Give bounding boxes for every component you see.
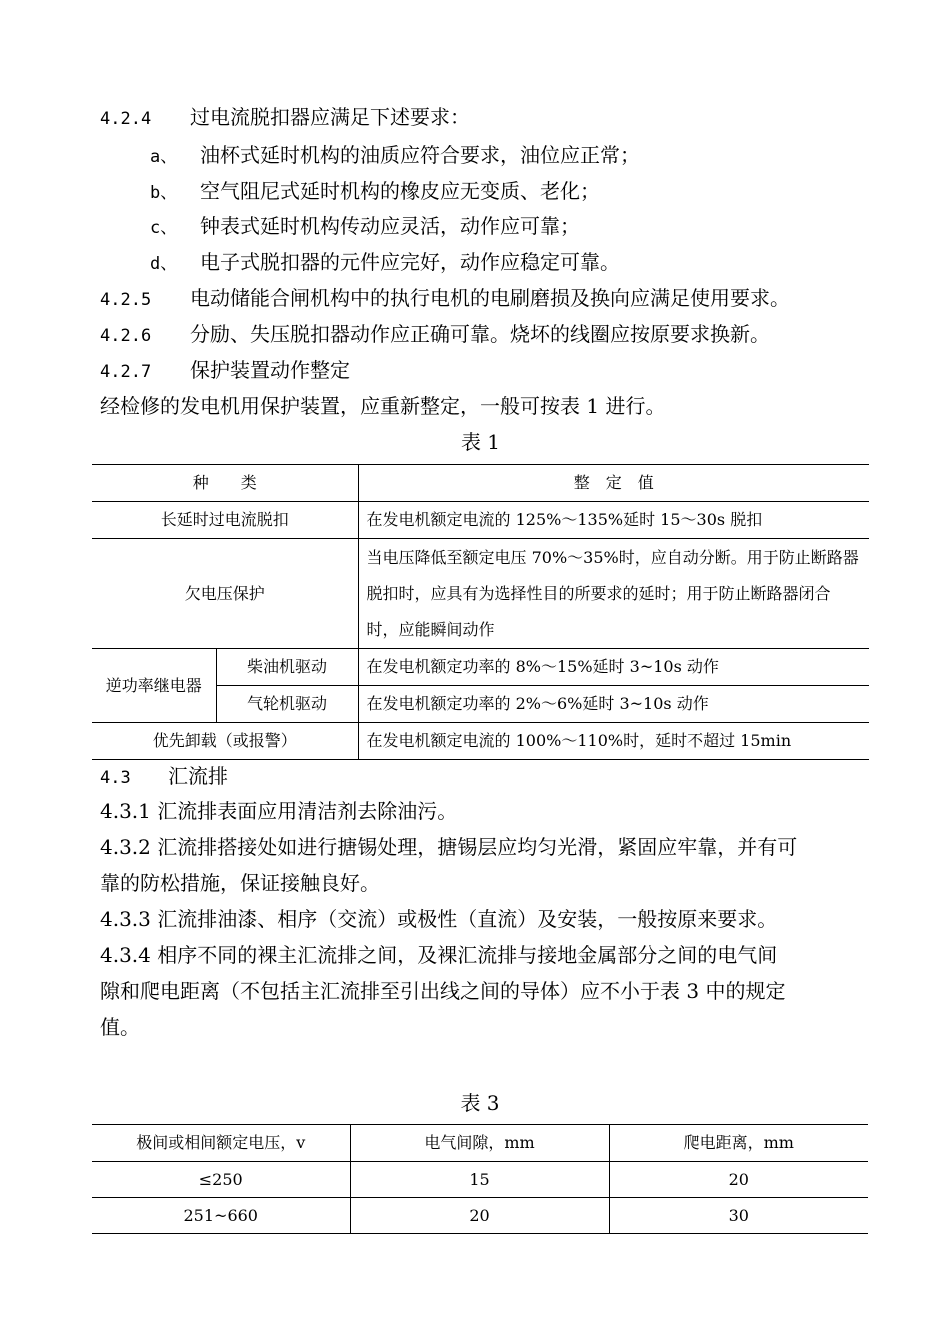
cell-kind: 气轮机驱动 xyxy=(216,686,358,723)
section-text: 分励、失压脱扣器动作应正确可靠。烧坏的线圈应按原要求换新。 xyxy=(190,322,770,346)
table-row xyxy=(92,1162,868,1198)
para-4-2-6 xyxy=(100,321,770,349)
cell-clearance: 20 xyxy=(350,1198,609,1234)
para-4-2-7 xyxy=(100,357,350,385)
list-item-c xyxy=(150,213,580,241)
table-header-row xyxy=(92,465,869,502)
cell-kind: 欠电压保护 xyxy=(92,539,358,649)
para-4-3-1: 4.3.1 汇流排表面应用清洁剂去除油污。 xyxy=(100,799,458,823)
table3-caption: 表 3 xyxy=(460,1091,500,1115)
list-item-a xyxy=(150,142,640,170)
para-4-3-3: 4.3.3 汇流排油漆、相序（交流）或极性（直流）及安装，一般按原来要求。 xyxy=(100,907,778,931)
table-row xyxy=(92,649,869,686)
list-text: 空气阻尼式延时机构的橡皮应无变质、老化； xyxy=(200,179,600,203)
para-4-3-4-line2: 隙和爬电距离（不包括主汇流排至引出线之间的导体）应不小于表 3 中的规定 xyxy=(100,979,786,1003)
section-number: 4.2.6 xyxy=(100,326,152,346)
cell-group: 逆功率继电器 xyxy=(92,649,216,723)
cell-value: 在发电机额定电流的 125%～135%延时 15～30s 脱扣 xyxy=(358,502,869,539)
section-text: 保护装置动作整定 xyxy=(190,358,350,382)
list-label: a、 xyxy=(150,147,178,167)
section-text: 过电流脱扣器应满足下述要求： xyxy=(190,105,470,129)
para-4-2-7-body: 经检修的发电机用保护装置，应重新整定，一般可按表 1 进行。 xyxy=(100,394,666,418)
cell-value: 在发电机额定电流的 100%～110%时，延时不超过 15min xyxy=(358,723,869,760)
section-4-3-heading xyxy=(100,763,228,791)
header-value: 整 定 值 xyxy=(358,465,869,502)
section-number: 4.3 xyxy=(100,768,131,788)
section-number: 4.2.4 xyxy=(100,109,152,129)
list-label: d、 xyxy=(150,254,178,274)
list-item-d xyxy=(150,249,620,277)
para-4-2-4 xyxy=(100,104,470,132)
header-creepage: 爬电距离，mm xyxy=(609,1125,868,1162)
cell-kind: 优先卸载（或报警） xyxy=(92,723,358,760)
para-4-3-2-line2: 靠的防松措施，保证接触良好。 xyxy=(100,871,380,895)
list-label: c、 xyxy=(150,218,178,238)
section-text: 电动储能合闸机构中的执行电机的电刷磨损及换向应满足使用要求。 xyxy=(190,286,790,310)
cell-kind: 柴油机驱动 xyxy=(216,649,358,686)
cell-value: 在发电机额定功率的 2%～6%延时 3~10s 动作 xyxy=(358,686,869,723)
list-text: 油杯式延时机构的油质应符合要求，油位应正常； xyxy=(200,143,640,167)
list-text: 电子式脱扣器的元件应完好，动作应稳定可靠。 xyxy=(200,250,620,274)
table-row xyxy=(92,502,869,539)
table-row xyxy=(92,1198,868,1234)
cell-kind: 长延时过电流脱扣 xyxy=(92,502,358,539)
list-label: b、 xyxy=(150,183,178,203)
table-header-row xyxy=(92,1125,868,1162)
section-number: 4.2.5 xyxy=(100,290,152,310)
cell-value: 当电压降低至额定电压 70%～35%时，应自动分断。用于防止断路器脱扣时，应具有为选择性目的所要求的延时；用于防止断路器闭合时，应能瞬间动作 xyxy=(358,539,869,649)
header-kind: 种 类 xyxy=(92,465,358,502)
table1-caption: 表 1 xyxy=(460,430,501,454)
section-number: 4.2.7 xyxy=(100,362,152,382)
para-4-3-2-line1: 4.3.2 汇流排搭接处如进行搪锡处理，搪锡层应均匀光滑，紧固应牢靠，并有可 xyxy=(100,835,798,859)
list-text: 钟表式延时机构传动应灵活，动作应可靠； xyxy=(200,214,580,238)
section-text: 汇流排 xyxy=(168,764,228,788)
para-4-2-5 xyxy=(100,285,790,313)
table3 xyxy=(92,1124,868,1234)
header-voltage: 极间或相间额定电压，v xyxy=(92,1125,350,1162)
cell-value: 在发电机额定功率的 8%～15%延时 3~10s 动作 xyxy=(358,649,869,686)
cell-clearance: 15 xyxy=(350,1162,609,1198)
list-item-b xyxy=(150,178,600,206)
header-clearance: 电气间隙，mm xyxy=(350,1125,609,1162)
cell-creepage: 30 xyxy=(609,1198,868,1234)
table-row xyxy=(92,539,869,649)
cell-voltage: 251~660 xyxy=(92,1198,350,1234)
table-row xyxy=(92,723,869,760)
para-4-3-4-line3: 值。 xyxy=(100,1015,140,1039)
cell-creepage: 20 xyxy=(609,1162,868,1198)
cell-voltage: ≤250 xyxy=(92,1162,350,1198)
table1 xyxy=(92,464,869,760)
para-4-3-4-line1: 4.3.4 相序不同的裸主汇流排之间，及裸汇流排与接地金属部分之间的电气间 xyxy=(100,943,778,967)
